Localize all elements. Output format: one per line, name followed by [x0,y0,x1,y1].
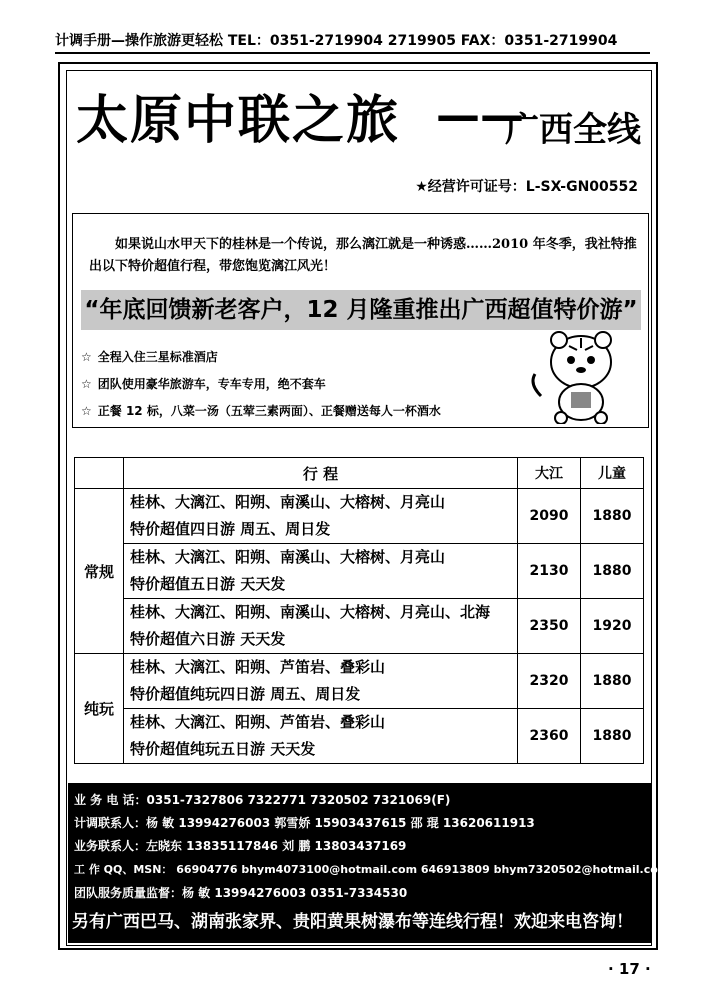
adult-price: 2360 [518,709,581,764]
itinerary-table [74,457,644,770]
adult-price: 2130 [518,544,581,599]
adult-price: 2320 [518,654,581,709]
feature-item [81,375,326,392]
child-price: 1880 [581,544,644,599]
table-row [75,489,644,544]
star-icon: ☆ [81,350,92,364]
sub-title: 广西全线 [505,110,641,150]
header-adult: 大江 [518,458,581,489]
child-price: 1880 [581,654,644,709]
table-row [75,544,644,599]
route-line1: 桂林、大漓江、阳朔、南溪山、大榕树、月亮山 [130,493,446,511]
feature-item [81,402,441,419]
star-icon: ☆ [81,377,92,391]
route-line1: 桂林、大漓江、阳朔、南溪山、大榕树、月亮山 [130,548,446,566]
feature-text: 团队使用豪华旅游车，专车专用，绝不套车 [97,377,326,391]
license-number: ★经营许可证号：L-SX-GN00552 [415,179,638,195]
table-row [75,599,644,654]
route-cell [124,709,518,764]
intro-text: 如果说山水甲天下的桂林是一个传说，那么漓江就是一种诱惑……2010 年冬季，我社特推出以下特价超值行程，带您饱览漓江风光！ [89,237,637,274]
table-row [75,654,644,709]
adult-price: 2350 [518,599,581,654]
route-line1: 桂林、大漓江、阳朔、芦笛岩、叠彩山 [130,713,386,731]
feature-item [81,348,218,365]
contact-ops: 计调联系人：杨 敏 13994276003 郭雪娇 15903437615 邵 琨 13620611913 [74,816,535,830]
contact-im: 工 作 QQ、MSN： 66904776 bhym4073100@hotmail.com 646913809 bhym7320502@hotmail.com [74,863,670,876]
route-cell [124,489,518,544]
table-row [75,709,644,764]
category-label: 纯玩 [75,654,124,764]
route-line2: 特价超值五日游 天天发 [130,575,286,593]
feature-text: 正餐 12 标，八菜一汤（五荤三素两面）、正餐赠送每人一杯酒水 [97,404,441,418]
contact-quality: 团队服务质量监督：杨 敏 13994276003 0351-7334530 [74,886,408,900]
route-line2: 特价超值六日游 天天发 [130,630,286,648]
route-line2: 特价超值纯玩四日游 周五、周日发 [130,685,361,703]
table-header-row [75,458,644,489]
feature-text: 全程入住三星标准酒店 [97,350,218,364]
star-icon: ☆ [81,404,92,418]
page-number: · 17 · [608,960,651,978]
main-title: 太原中联之旅 [76,91,401,151]
header-category [75,458,124,489]
child-price: 1880 [581,709,644,764]
title-block [68,72,650,200]
route-line1: 桂林、大漓江、阳朔、南溪山、大榕树、月亮山、北海 [130,603,491,621]
header-line: 计调手册—操作旅游更轻松 TEL：0351-2719904 2719905 FAX：0351-2719904 [55,30,650,54]
tiger-mascot-icon [521,324,641,424]
category-label: 常规 [75,489,124,654]
final-note: 另有广西巴马、湖南张家界、贵阳黄果树瀑布等连线行程！欢迎来电咨询！ [72,912,633,932]
banner-text: “年底回馈新老客户，12 月隆重推出广西超值特价游” [84,297,638,323]
contact-sales: 业务联系人：左晓东 13835117846 刘 鹏 13803437169 [74,839,407,853]
contact-phone: 业 务 电 话：0351-7327806 7322771 7320502 7321069(F) [74,793,451,807]
route-cell [124,544,518,599]
route-line1: 桂林、大漓江、阳朔、芦笛岩、叠彩山 [130,658,386,676]
header-route: 行 程 [124,458,518,489]
child-price: 1880 [581,489,644,544]
header-child: 儿童 [581,458,644,489]
contact-block [68,783,670,943]
promo-box [72,213,649,428]
adult-price: 2090 [518,489,581,544]
title-dash: —— [436,90,524,141]
child-price: 1920 [581,599,644,654]
route-line2: 特价超值纯玩五日游 天天发 [130,740,316,758]
route-line2: 特价超值四日游 周五、周日发 [130,520,331,538]
route-cell [124,599,518,654]
route-cell [124,654,518,709]
